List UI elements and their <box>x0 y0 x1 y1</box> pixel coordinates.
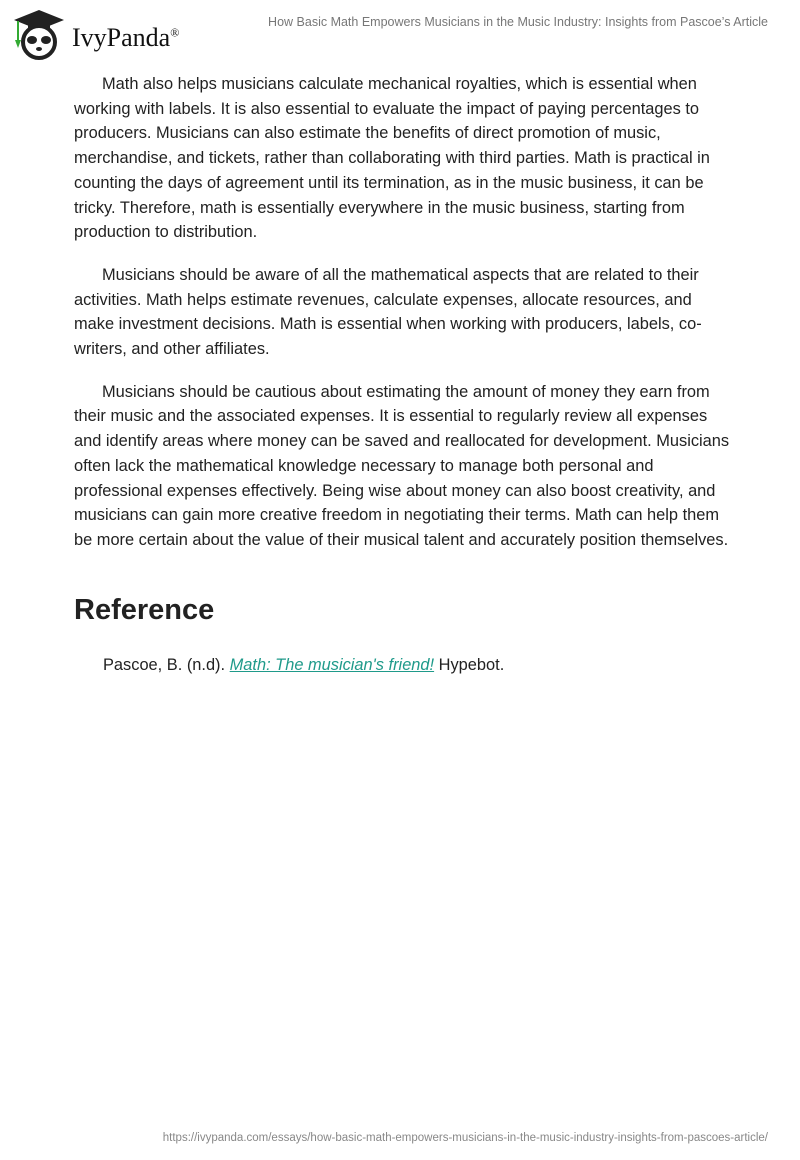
ivypanda-logo[interactable] <box>12 8 179 60</box>
essay-body <box>74 72 730 571</box>
paragraph: Musicians should be aware of all the mathematical aspects that are related to their activities. Math helps estimate revenues, calculate expenses, allocate resources, and make investment decisions. Math is essential when working with producers, labels, co-writers, and other affiliates. <box>74 265 702 359</box>
logo-text: IvyPanda® <box>72 23 180 52</box>
reference-entry <box>103 656 504 675</box>
reference-heading: Reference <box>74 594 215 626</box>
paragraph: Musicians should be cautious about estimating the amount of money they earn from their music and the associated expenses. It is essential to regularly review all expenses and identify areas where money can be saved and reallocated for development. Musicians often lack the mathematical knowledge necessary to manage both personal and professional expenses effectively. Being wise about money can also boost creativity, and musicians can gain more creative freedom in negotiating their terms. Math can help them be more certain about the value of their musical talent and accurately position themselves. <box>74 382 730 549</box>
paragraph: Math also helps musicians calculate mechanical royalties, which is essential when working with labels. It is also essential to evaluate the impact of paying percentages to producers. Musicians can also estimate the benefits of direct promotion of music, merchandise, and tickets, rather than collaborating with third parties. Math is practical in counting the days of agreement until its termination, as in the music business, it can be tricky. Therefore, math is essentially everywhere in the music business, starting from production to distribution. <box>74 75 710 242</box>
reference-author: Pascoe, B. (n.d). <box>103 656 230 674</box>
reference-link[interactable]: Math: The musician's friend! <box>229 656 435 674</box>
footer-url: https://ivypanda.com/essays/how-basic-math-empowers-musicians-in-the-music-industry-insights-from-pascoes-article/ <box>162 1132 768 1144</box>
document-title: How Basic Math Empowers Musicians in the Music Industry: Insights from Pascoe’s Article <box>268 15 768 29</box>
reference-publisher: Hypebot. <box>434 656 505 674</box>
panda-graduate-icon <box>12 8 66 60</box>
